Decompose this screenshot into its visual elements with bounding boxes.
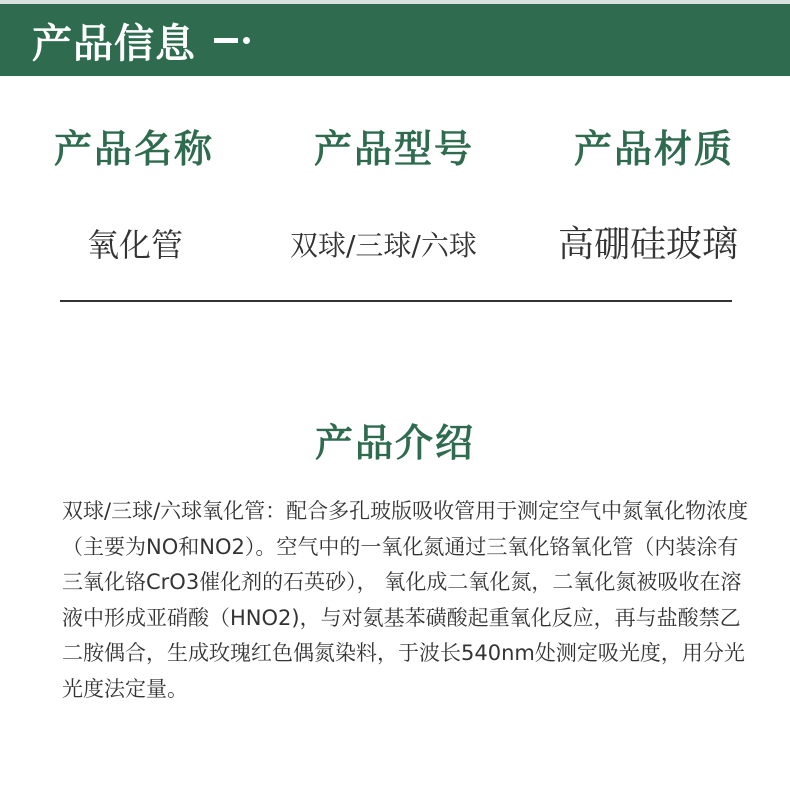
product-material-heading: 产品材质 bbox=[574, 127, 735, 171]
product-model-heading: 产品型号 bbox=[314, 127, 475, 171]
section-divider bbox=[60, 300, 732, 302]
header-bar bbox=[0, 4, 790, 76]
intro-title: 产品介绍 bbox=[314, 421, 475, 465]
header-title: 产品信息 bbox=[32, 20, 196, 67]
intro-body: 双球/三球/六球氧化管：配合多孔玻版吸收管用于测定空气中氮氧化物浓度（主要为NO和NO2）。空气中的一氧化氮通过三氧化铬氧化管（内装涂有三氧化铬CrO3催化剂的石英砂）， 氧化成二氧化氮，二氧化氮被吸收在溶液中形成亚硝酸（HNO2)，与对氨基苯磺酸起重氧化反应，再与盐酸禁乙二胺偶合，生成玫瑰红色偶氮染料，于波长540nm处测定吸光度，用分光光度法定量。 bbox=[62, 499, 749, 701]
product-material-value: 高硼硅玻璃 bbox=[558, 224, 739, 265]
product-name-heading: 产品名称 bbox=[54, 127, 215, 171]
product-name-value: 氧化管 bbox=[87, 226, 184, 264]
product-model-value: 双球/三球/六球 bbox=[290, 229, 477, 262]
header-decoration bbox=[214, 37, 250, 44]
decoration-dot bbox=[243, 37, 250, 44]
decoration-dash bbox=[214, 38, 238, 43]
